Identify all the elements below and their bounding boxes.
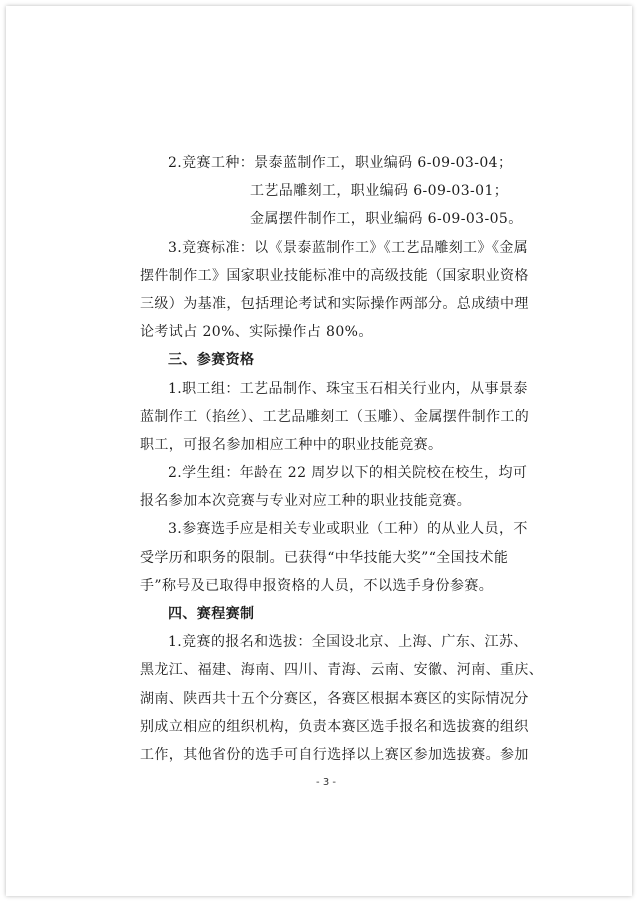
text-line: 工作，其他省份的选手可自行选择以上赛区参加选拔赛。参加 — [140, 746, 529, 763]
text-line: 1.职工组：工艺品制作、珠宝玉石相关行业内，从事景泰 — [168, 380, 528, 397]
page-number: - 3 - — [316, 777, 336, 788]
text-line: 别成立相应的组织机构，负责本赛区选手报名和选拔赛的组织 — [140, 718, 529, 735]
text-line: 受学历和职务的限制。已获得“中华技能大奖”“全国技术能 — [140, 549, 509, 566]
text-line: 1.竞赛的报名和选拔：全国设北京、上海、广东、江苏、 — [168, 634, 528, 651]
text-line: 蓝制作工（掐丝）、工艺品雕刻工（玉雕）、金属摆件制作工的 — [140, 408, 530, 425]
text-line: 2.竞赛工种：景泰蓝制作工，职业编码 6-09-03-04； — [168, 155, 513, 171]
text-line: 职工，可报名参加相应工种中的职业技能竞赛。 — [140, 436, 443, 453]
text-line: 三级）为基准，包括理论考试和实际操作两部分。总成绩中理 — [140, 295, 529, 312]
section-heading: 四、赛程赛制 — [168, 606, 255, 622]
body-text — [140, 149, 544, 769]
text-line: 湖南、陕西共十五个分赛区，各赛区根据本赛区的实际情况分 — [140, 690, 529, 707]
document-page — [6, 6, 632, 896]
text-line: 黑龙江、福建、海南、四川、青海、云南、安徽、河南、重庆、 — [140, 662, 544, 679]
text-line: 摆件制作工》国家职业技能标准中的高级技能（国家职业资格 — [140, 267, 529, 284]
section-heading: 三、参赛资格 — [168, 352, 255, 369]
text-line: 金属摆件制作工，职业编码 6-09-03-05。 — [250, 211, 523, 228]
text-line: 报名参加本次竞赛与专业对应工种的职业技能竞赛。 — [140, 493, 472, 510]
text-line: 手”称号及已取得申报资格的人员，不以选手身份参赛。 — [140, 577, 494, 594]
text-line: 2.学生组：年龄在 22 周岁以下的相关院校在校生，均可 — [168, 465, 528, 482]
text-line: 3.竞赛标准：以《景泰蓝制作工》《工艺品雕刻工》《金属 — [168, 239, 529, 256]
text-line: 论考试占 20%、实际操作占 80%。 — [140, 324, 373, 341]
text-line: 工艺品雕刻工，职业编码 6-09-03-01； — [250, 183, 509, 200]
text-line: 3.参赛选手应是相关专业或职业（工种）的从业人员，不 — [168, 521, 528, 538]
